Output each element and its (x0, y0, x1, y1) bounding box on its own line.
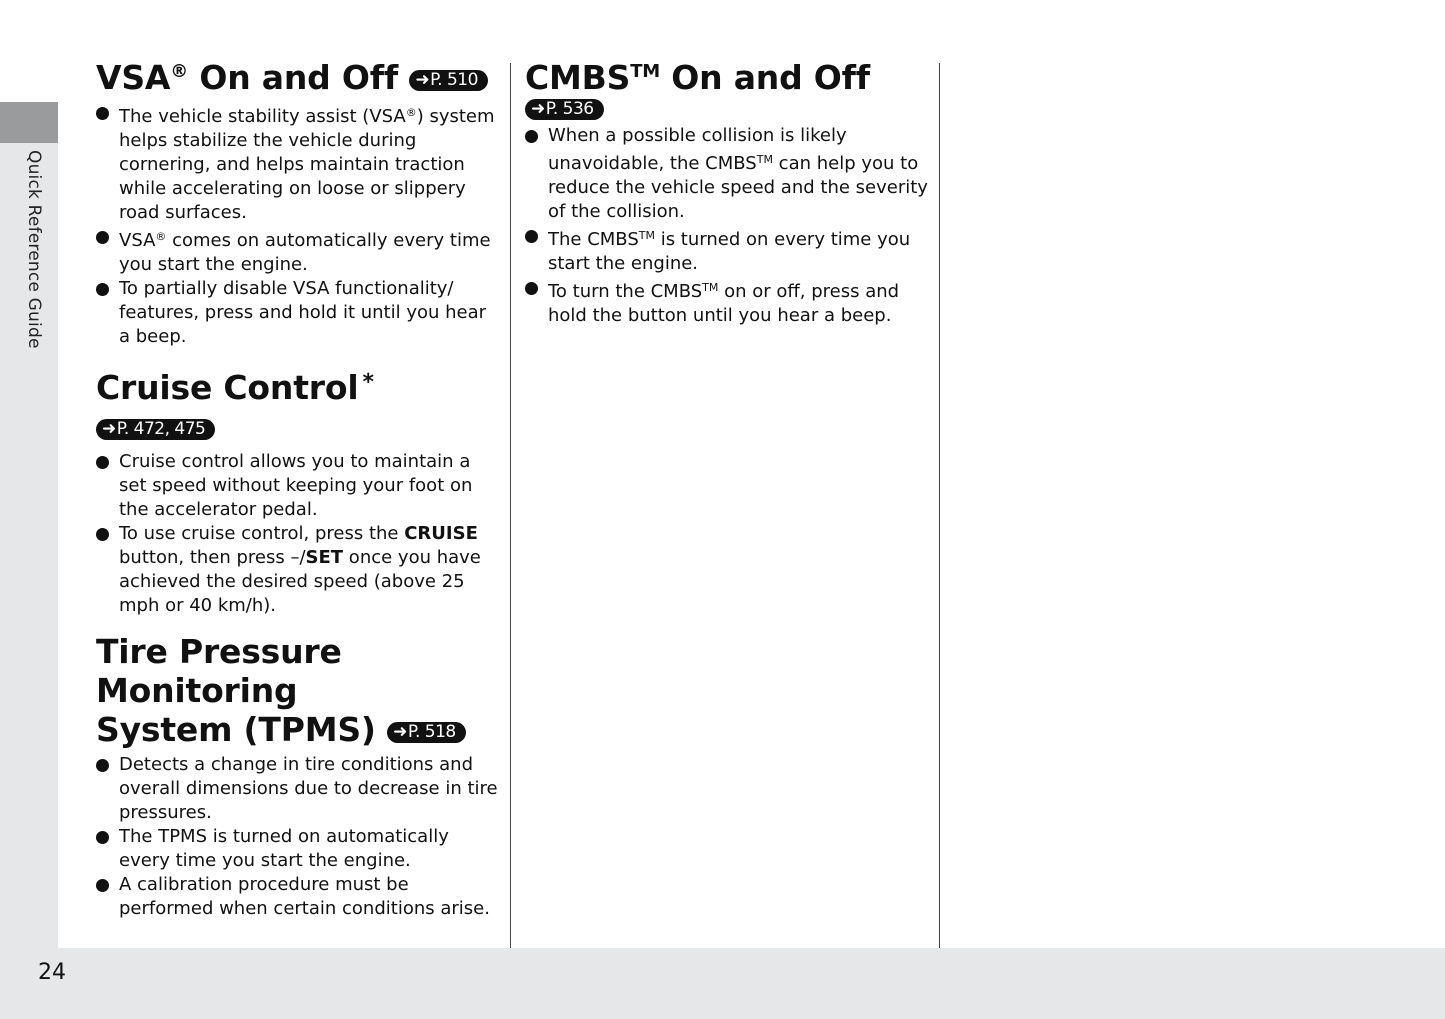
arrow-right-icon: ➜ (415, 70, 430, 90)
bullet-sup: ® (155, 230, 167, 243)
bullet-text: can help you to reduce the vehicle speed and the severity of the collision. (548, 153, 928, 222)
bullet-text: button, then press –/ (119, 547, 306, 568)
arrow-right-icon: ➜ (102, 419, 116, 439)
right-column (525, 52, 930, 342)
bullet-text: Cruise control allows you to maintain a set speed without keeping your foot on the accelerator pedal. (119, 451, 473, 520)
cruise-page-ref-text: P. 472, 475 (116, 419, 206, 439)
bullet-sup: TM (756, 153, 773, 166)
set-button-name: SET (305, 547, 344, 568)
bullet-text: The vehicle stability assist (VSA (119, 106, 406, 127)
tpms-title-line1: Tire Pressure Monitoring (96, 632, 342, 710)
page-number: 24 (38, 960, 66, 985)
list-item (96, 101, 501, 225)
bullet-sup: TM (638, 229, 655, 242)
bullet-text: To partially disable VSA functionality/ features, press and hold it until you hear a beep. (119, 278, 487, 347)
cruise-heading (96, 363, 501, 446)
cmbs-heading (525, 52, 930, 97)
vsa-section (96, 52, 501, 349)
list-item (96, 225, 501, 277)
tpms-section (96, 632, 501, 921)
vsa-heading (96, 52, 501, 97)
bullet-sup: TM (702, 281, 719, 294)
arrow-right-icon: ➜ (531, 99, 545, 119)
list-item (96, 522, 501, 618)
cruise-title-star: * (362, 370, 374, 395)
list-item (525, 224, 930, 276)
cruise-section (96, 363, 501, 618)
cmbs-page-ref-text: P. 536 (545, 99, 594, 119)
vsa-page-ref-text: P. 510 (430, 70, 478, 90)
bullet-text: on or off, press and hold the button until you hear a beep. (548, 281, 900, 326)
cmbs-section (525, 52, 930, 328)
cruise-bullet-list (96, 450, 501, 618)
list-item (96, 450, 501, 522)
tpms-page-ref-text: P. 518 (407, 722, 456, 742)
list-item (96, 873, 501, 921)
tpms-title-line2: System (TPMS) (96, 710, 376, 749)
side-section-label: Quick Reference Guide (24, 150, 44, 349)
column-divider-1 (510, 63, 511, 948)
bullet-text: comes on automatically every time you start the engine. (119, 230, 491, 275)
list-item (96, 825, 501, 873)
vsa-title-sup: ® (170, 61, 189, 82)
cmbs-bullet-list (525, 124, 930, 328)
bullet-text: To use cruise control, press the (119, 523, 405, 544)
bullet-text: once you have achieved the desired speed (above 25 mph or 40 km/h). (119, 547, 481, 616)
cmbs-title-rest: On and Off (659, 58, 870, 97)
tpms-page-ref-link[interactable] (387, 722, 466, 743)
bullet-text: The CMBS (548, 229, 639, 250)
arrow-right-icon: ➜ (393, 722, 407, 742)
vsa-bullet-list (96, 101, 501, 349)
list-item (96, 277, 501, 349)
cruise-button-name: CRUISE (404, 523, 478, 544)
vsa-title: VSA (96, 58, 171, 97)
cmbs-ref-row (525, 99, 930, 120)
cmbs-title: CMBS (525, 58, 631, 97)
cruise-title: Cruise Control (96, 368, 359, 407)
tpms-heading (96, 632, 501, 749)
bullet-text: To turn the CMBS (548, 281, 703, 302)
bullet-sup: ® (405, 106, 417, 119)
bullet-text: VSA (119, 230, 156, 251)
vsa-title-rest: On and Off (188, 58, 399, 97)
cmbs-page-ref-link[interactable] (525, 99, 604, 120)
column-divider-2 (939, 63, 940, 948)
bullet-text: A calibration procedure must be performed when certain conditions arise. (119, 874, 490, 919)
section-tab-marker[interactable] (0, 102, 58, 143)
bullet-text: When a possible collision is likely unavoidable, the CMBS (548, 125, 847, 174)
cruise-page-ref-link[interactable] (96, 419, 215, 440)
bullet-text: ) system helps stabilize the vehicle during cornering, and helps maintain traction while accelerating on loose or slippery road surfaces. (119, 106, 495, 223)
bullet-text: Detects a change in tire conditions and overall dimensions due to decrease in tire pressures. (119, 754, 498, 823)
bullet-text: The TPMS is turned on automatically every time you start the engine. (119, 826, 449, 871)
tpms-bullet-list (96, 753, 501, 921)
cmbs-title-sup: TM (630, 61, 660, 82)
bullet-text: is turned on every time you start the engine. (548, 229, 911, 274)
list-item (96, 753, 501, 825)
list-item (525, 124, 930, 224)
left-column (96, 52, 501, 935)
list-item (525, 276, 930, 328)
vsa-page-ref-link[interactable] (409, 70, 488, 91)
footer-band (0, 948, 1445, 1019)
